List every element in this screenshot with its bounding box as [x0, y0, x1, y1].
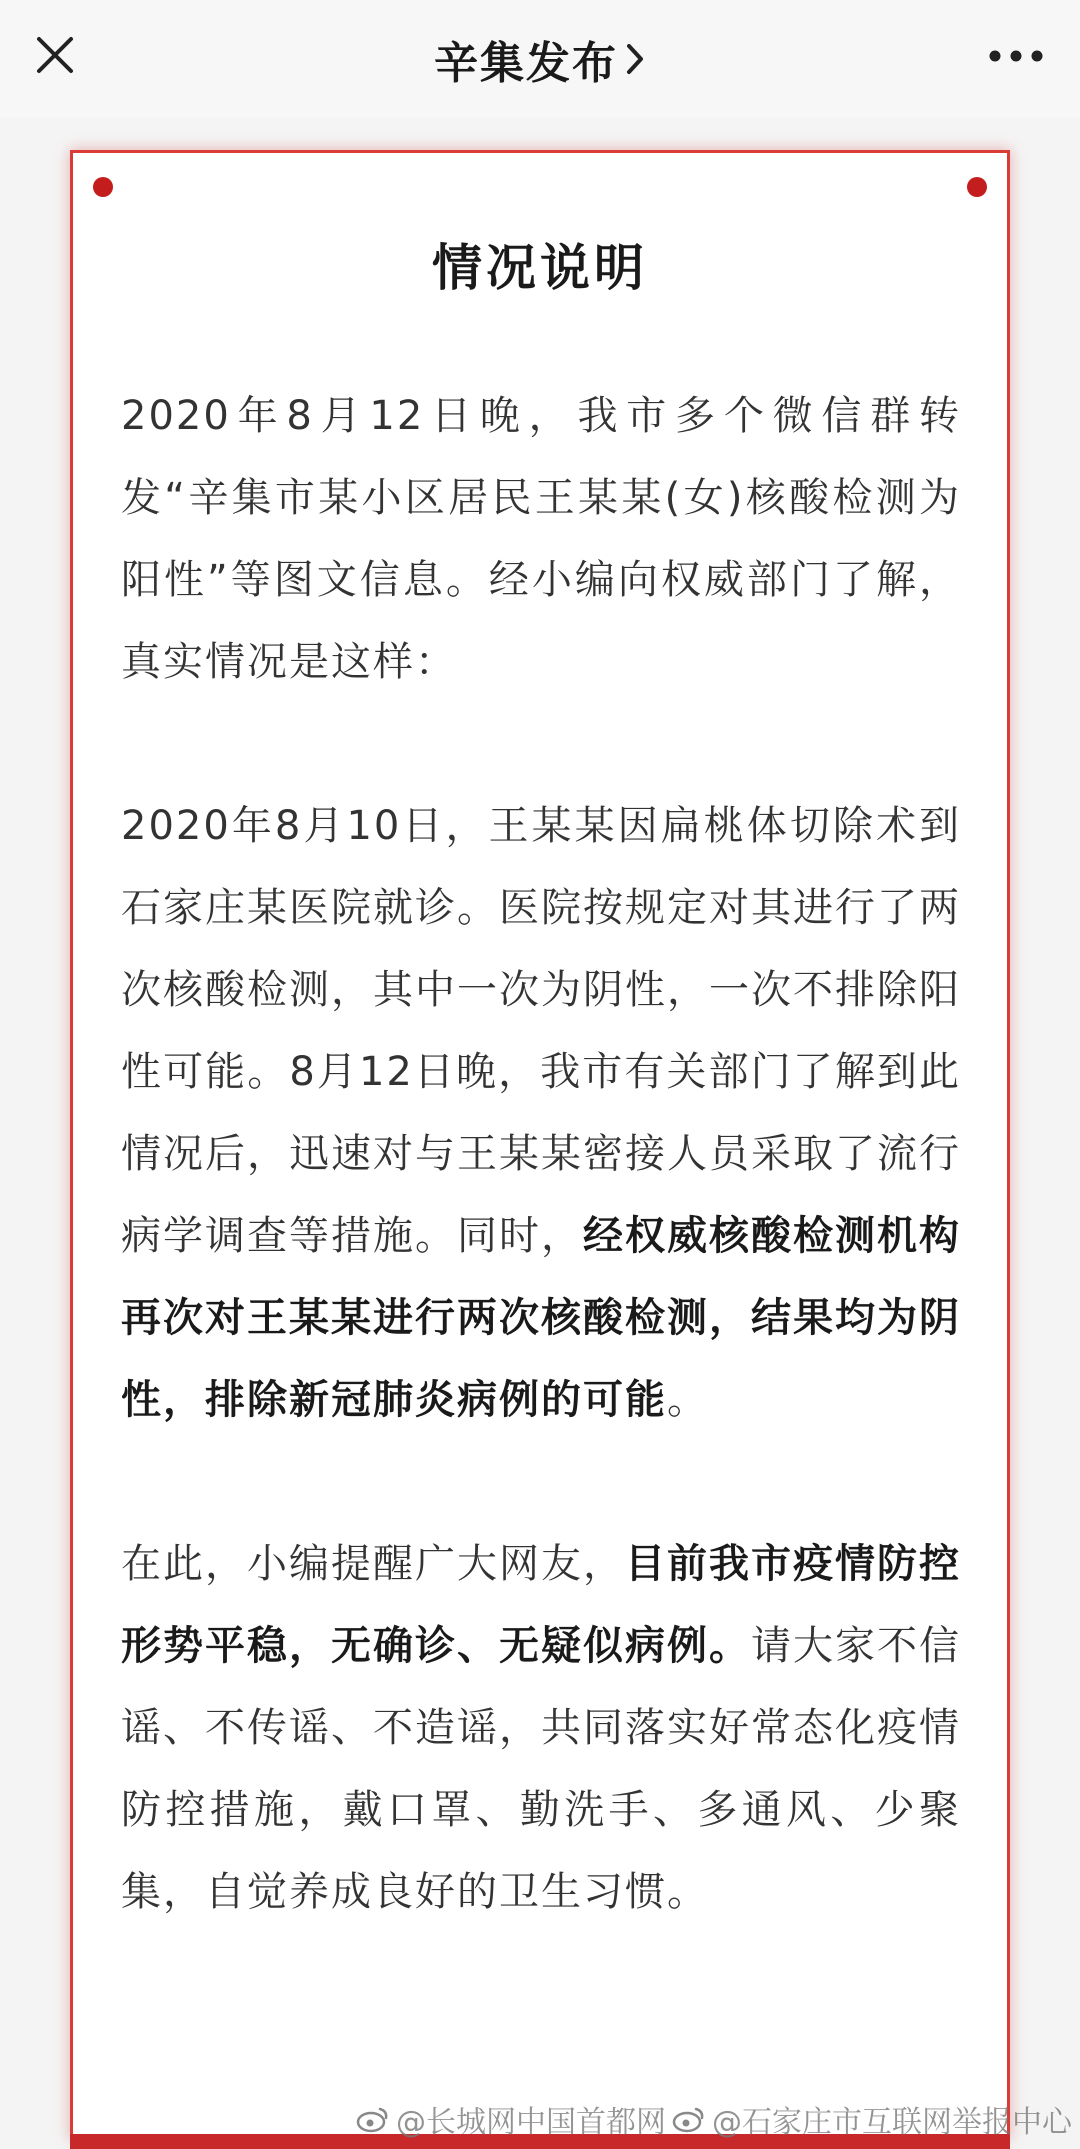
corner-dot-right — [967, 177, 987, 197]
watermark-text-1: @长城网中国首都网 — [396, 2105, 666, 2140]
watermark-text-2: @石家庄市互联网举报中心 — [712, 2105, 1072, 2140]
top-navigation-bar — [0, 0, 1080, 118]
page-title: 辛集发布 — [434, 38, 618, 89]
paragraph-3-start: 在此，小编提醒广大网友， — [121, 1541, 625, 1587]
close-icon — [35, 35, 75, 75]
paragraph-2-text: 2020年8月10日，王某某因扁桃体切除术到石家庄某医院就诊。医院按规定对其进行了两次核酸检测，其中一次为阴性，一次不排除阳性可能。8月12日晚，我市有关部门了解到此情况后，迅速对与王某某密接人员采取了流行病学调查等措施。同时， — [121, 803, 961, 1259]
close-button[interactable] — [30, 30, 80, 80]
article-body — [121, 375, 961, 1933]
weibo-icon — [356, 2105, 390, 2133]
notice-card — [70, 150, 1010, 2140]
more-dots-icon — [988, 49, 1044, 63]
paragraph-1: 2020年8月12日晚，我市多个微信群转发“辛集市某小区居民王某某(女)核酸检测为阳性”等图文信息。经小编向权威部门了解，真实情况是这样： — [121, 393, 961, 685]
chevron-right-icon — [624, 42, 646, 76]
paragraph-2 — [121, 785, 961, 1441]
article-heading: 情况说明 — [432, 239, 648, 297]
paragraph-3 — [121, 1523, 961, 1933]
paragraph-2-bold: 经权威核酸检测机构再次对王某某进行两次核酸检测，结果均为阴性，排除新冠肺炎病例的可能 — [121, 1213, 961, 1423]
paragraph-2-end: 。 — [667, 1377, 709, 1423]
watermark — [356, 2097, 1072, 2141]
corner-dot-left — [93, 177, 113, 197]
account-title-link[interactable] — [434, 27, 646, 91]
more-options-button[interactable] — [986, 38, 1046, 74]
paragraph-3-end: 请大家不信谣、不传谣、不造谣，共同落实好常态化疫情防控措施，戴口罩、勤洗手、多通风、少聚集，自觉养成良好的卫生习惯。 — [121, 1623, 961, 1915]
weibo-icon-2 — [672, 2105, 706, 2133]
paragraph-3-bold: 目前我市疫情防控形势平稳，无确诊、无疑似病例。 — [121, 1541, 961, 1669]
